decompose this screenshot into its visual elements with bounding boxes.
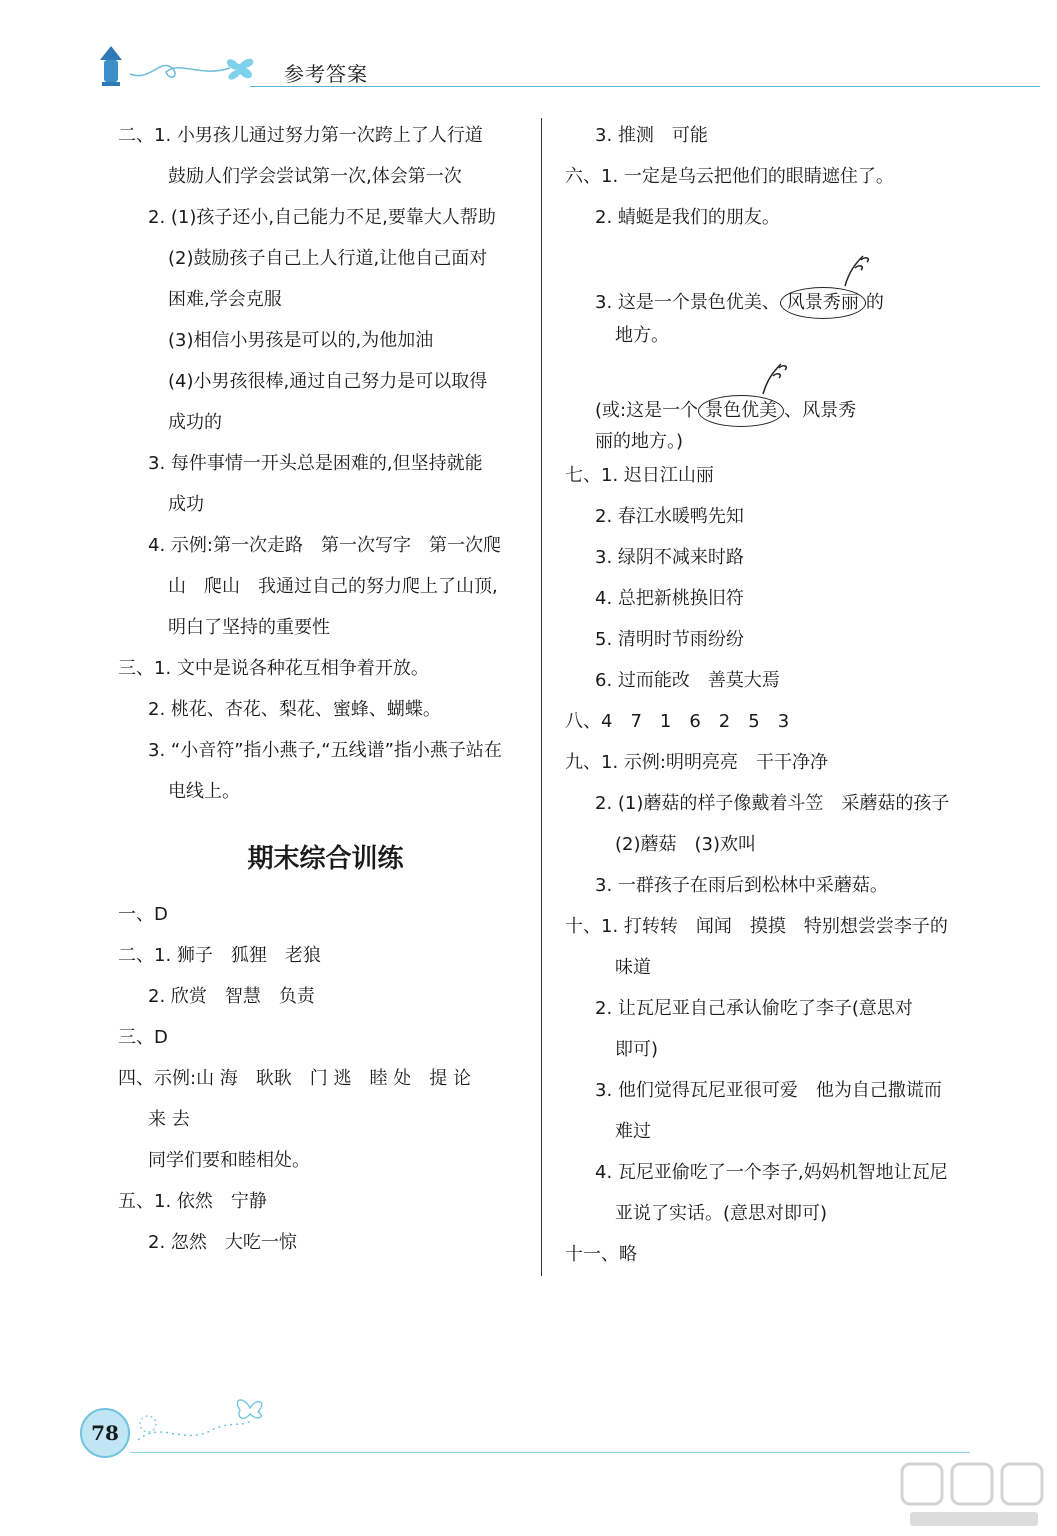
- answer-line: 2. 欣赏 智慧 负责: [148, 986, 315, 1007]
- answer-line: (2)蘑菇 (3)欢叫: [615, 834, 756, 855]
- left-column: [118, 115, 533, 1263]
- answer-line: 困难,学会克服: [168, 289, 282, 310]
- answer-line: 2. 桃花、杏花、梨花、蜜蜂、蝴蝶。: [148, 699, 441, 720]
- mark-hook-icon: [841, 250, 875, 288]
- answer-line: 十、1. 打转转 闻闻 摸摸 特别想尝尝李子的: [565, 916, 948, 937]
- answer-line: 味道: [615, 957, 651, 978]
- answer-line: 3. 一群孩子在雨后到松林中采蘑菇。: [595, 875, 888, 896]
- dotted-butterfly-icon: [132, 1390, 292, 1450]
- answer-line: 4. 示例:第一次走路 第一次写字 第一次爬: [148, 535, 501, 556]
- answer-line: 2. 忽然 大吃一惊: [148, 1232, 297, 1253]
- answer-line: 3. 他们觉得瓦尼亚很可爱 他为自己撒谎而: [595, 1080, 942, 1101]
- answer-text: 3. 这是一个景色优美、: [595, 292, 780, 313]
- answer-line: (4)小男孩很棒,通过自己努力是可以取得: [168, 371, 488, 392]
- answer-line: 即可): [615, 1039, 659, 1060]
- answer-line: 七、1. 迟日江山丽: [565, 465, 714, 486]
- answer-line: 4. 总把新桃换旧符: [595, 588, 744, 609]
- answer-line: 十一、略: [565, 1244, 637, 1265]
- answer-line: 四、示例:山 海 耿耿 门 逃 睦 处 提 论: [118, 1068, 471, 1089]
- footer-rule: [130, 1452, 970, 1453]
- answer-line-with-oval: [565, 393, 985, 429]
- answer-line: 电线上。: [168, 781, 240, 802]
- page-header: [90, 38, 1040, 98]
- answer-line: 2. 蜻蜓是我们的朋友。: [595, 207, 780, 228]
- header-rule: [250, 86, 1040, 87]
- answer-line: 同学们要和睦相处。: [148, 1150, 310, 1171]
- answer-line: 鼓励人们学会尝试第一次,体会第一次: [168, 166, 462, 187]
- answer-line: 二、1. 小男孩儿通过努力第一次跨上了人行道: [118, 125, 483, 146]
- answer-text: 、风景秀: [784, 400, 857, 421]
- answer-line: 成功: [168, 494, 204, 515]
- spacer: [565, 238, 985, 282]
- column-divider: [541, 118, 542, 1276]
- answer-line: 4. 瓦尼亚偷吃了一个李子,妈妈机智地让瓦尼: [595, 1162, 948, 1183]
- answer-line: 九、1. 示例:明明亮亮 干干净净: [565, 752, 828, 773]
- answer-line: 3. 每件事情一开头总是困难的,但坚持就能: [148, 453, 483, 474]
- answer-line: 成功的: [168, 412, 222, 433]
- answer-line: 五、1. 依然 宁静: [118, 1191, 267, 1212]
- answer-line: 难过: [615, 1121, 651, 1142]
- answer-line: 来 去: [148, 1109, 190, 1130]
- answer-line: 亚说了实话。(意思对即可): [615, 1203, 828, 1224]
- header-title: 参考答案: [284, 62, 368, 86]
- answer-line: 山 爬山 我通过自己的努力爬上了山顶,: [168, 576, 498, 597]
- answer-line: 地方。: [615, 325, 669, 346]
- right-column: [565, 115, 985, 1275]
- circled-phrase: [780, 287, 866, 319]
- answer-line: 明白了坚持的重要性: [168, 617, 330, 638]
- answer-line: 2. (1)蘑菇的样子像戴着斗笠 采蘑菇的孩子: [595, 793, 950, 814]
- watermark-logo-icon: [900, 1460, 1050, 1532]
- answer-line: 3. 绿阴不减来时路: [595, 547, 744, 568]
- answer-line-with-oval: [565, 282, 985, 323]
- circled-text: 风景秀丽: [786, 292, 859, 313]
- answer-line: 三、1. 文中是说各种花互相争着开放。: [118, 658, 429, 679]
- answer-line: 2. 春江水暖鸭先知: [595, 506, 744, 527]
- answer-line: 三、D: [118, 1027, 168, 1048]
- answer-line: (2)鼓励孩子自己上人行道,让他自己面对: [168, 248, 488, 269]
- circled-text: 景色优美: [705, 400, 778, 421]
- answer-line: 丽的地方。): [595, 431, 684, 452]
- circled-phrase: [698, 395, 784, 427]
- answer-line: 六、1. 一定是乌云把他们的眼睛遮住了。: [565, 166, 894, 187]
- answer-line: 一、D: [118, 904, 168, 925]
- section-title: 期末综合训练: [247, 844, 404, 874]
- answer-line: 八、4 7 1 6 2 5 3: [565, 711, 790, 732]
- page-number: 78: [80, 1408, 130, 1458]
- answer-line: 2. (1)孩子还小,自己能力不足,要靠大人帮助: [148, 207, 496, 228]
- answer-text: 的: [865, 292, 884, 313]
- answer-line: 5. 清明时节雨纷纷: [595, 629, 744, 650]
- answer-text: (或:这是一个: [595, 400, 699, 421]
- answer-line: 3. “小音符”指小燕子,“五线谱”指小燕子站在: [148, 740, 502, 761]
- answer-line: 2. 让瓦尼亚自己承认偷吃了李子(意思对: [595, 998, 913, 1019]
- answer-line: 二、1. 狮子 狐狸 老狼: [118, 945, 321, 966]
- mark-hook-icon: [759, 358, 793, 396]
- lamp-butterfly-icon: [90, 38, 280, 98]
- answer-line: 6. 过而能改 善莫大焉: [595, 670, 780, 691]
- answer-line: (3)相信小男孩是可以的,为他加油: [168, 330, 434, 351]
- answer-line: 3. 推测 可能: [595, 125, 708, 146]
